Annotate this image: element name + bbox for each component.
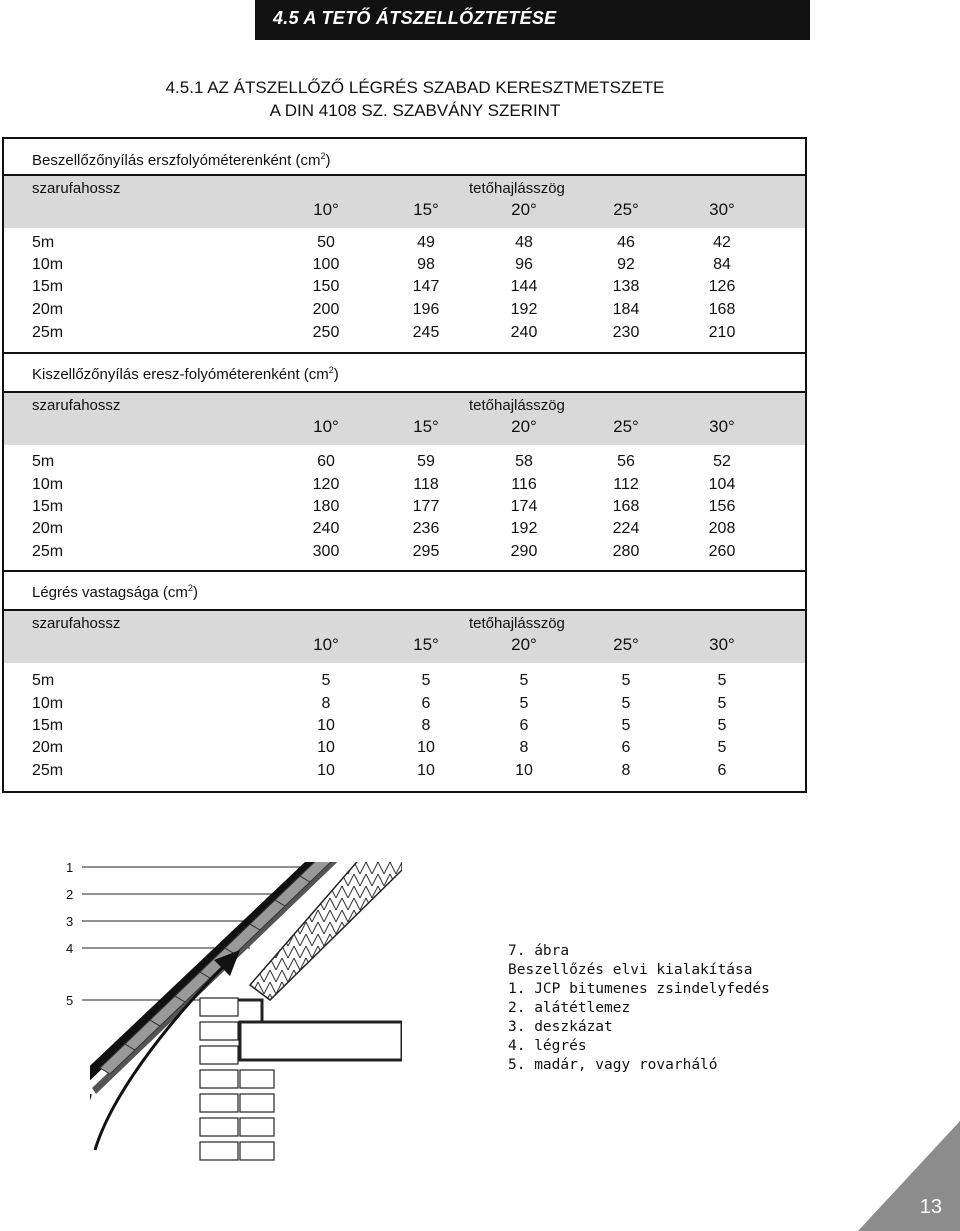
- table-cell: 5: [621, 695, 631, 712]
- table-header-band: [4, 393, 805, 445]
- angle-header: 30°: [709, 200, 735, 219]
- row-label: 20m: [32, 520, 64, 537]
- table-row: [4, 476, 805, 498]
- figure-label-1: 1: [66, 860, 74, 875]
- table-row: [4, 498, 805, 520]
- table-cell: 5: [621, 717, 631, 734]
- figure-label-4: 4: [66, 941, 74, 956]
- table-cell: 300: [312, 543, 340, 560]
- table-cell: 5: [519, 672, 529, 689]
- table-cell: 98: [417, 256, 435, 273]
- table-cell: 150: [312, 278, 340, 295]
- table-cell: 5: [421, 672, 431, 689]
- table-cell: 174: [510, 498, 538, 515]
- table-cell: 118: [413, 476, 439, 493]
- table-cell: 112: [613, 476, 639, 493]
- table-row: [4, 520, 805, 542]
- table-cell: 8: [621, 762, 631, 779]
- figure-caption-title: 7. ábra: [508, 943, 570, 959]
- page-header-title: 4.5 A TETŐ ÁTSZELLŐZTETÉSE: [273, 8, 557, 28]
- table-cell: 100: [312, 256, 340, 273]
- table-row: [4, 672, 805, 694]
- figure-label-5: 5: [66, 993, 74, 1008]
- table-section-title: [32, 583, 198, 601]
- table-row: [4, 324, 805, 346]
- table-cell: 60: [317, 453, 335, 470]
- row-label: 5m: [32, 453, 55, 470]
- row-label: 15m: [32, 278, 64, 295]
- angle-header: 25°: [613, 200, 639, 219]
- table-cell: 58: [515, 453, 533, 470]
- table-cell: 177: [412, 498, 440, 515]
- table-cell: 5: [621, 672, 631, 689]
- table-cell: 50: [317, 234, 335, 251]
- column-header-angle: tetőhajlásszög: [469, 180, 565, 197]
- divider: [4, 352, 805, 354]
- angle-header: 25°: [613, 417, 639, 436]
- figure-label-3: 3: [66, 914, 74, 929]
- table-cell: 59: [417, 453, 435, 470]
- table-cell: 5: [717, 672, 727, 689]
- angle-header: 25°: [613, 635, 639, 654]
- row-label: 25m: [32, 543, 64, 560]
- table-row: [4, 278, 805, 300]
- divider: [4, 570, 805, 572]
- table-header-band: [4, 176, 805, 228]
- table-cell: 49: [417, 234, 435, 251]
- gutter: [23, 1082, 90, 1134]
- figure-label-2: 2: [66, 887, 74, 902]
- table-cell: 92: [617, 256, 635, 273]
- table-cell: 144: [510, 278, 538, 295]
- table-cell: 56: [617, 453, 635, 470]
- column-header-angle: tetőhajlásszög: [469, 397, 565, 414]
- table-cell: 10: [417, 739, 435, 756]
- table-cell: 168: [708, 301, 736, 318]
- table-cell: 210: [708, 324, 736, 341]
- table-cell: 236: [412, 520, 440, 537]
- table-section-title: [32, 151, 330, 169]
- table-cell: 6: [519, 717, 529, 734]
- row-label: 15m: [32, 498, 64, 515]
- table-cell: 240: [510, 324, 538, 341]
- row-label: 10m: [32, 476, 64, 493]
- section-title-line2: A DIN 4108 SZ. SZABVÁNY SZERINT: [269, 101, 561, 120]
- row-label: 25m: [32, 762, 64, 779]
- table-cell: 6: [421, 695, 431, 712]
- roof-ventilation-diagram: [0, 850, 420, 1170]
- table-cell: 120: [312, 476, 340, 493]
- table-cell: 196: [412, 301, 440, 318]
- figure-caption-subtitle: Beszellőzés elvi kialakítása: [508, 962, 753, 978]
- table-cell: 250: [312, 324, 340, 341]
- table-cell: 5: [321, 672, 331, 689]
- ventilation-table: [2, 137, 807, 793]
- table-cell: 280: [612, 543, 640, 560]
- angle-header: 15°: [413, 200, 439, 219]
- table-cell: 10: [515, 762, 533, 779]
- angle-header: 10°: [313, 635, 339, 654]
- table-row: [4, 301, 805, 323]
- table-cell: 192: [510, 301, 538, 318]
- table-cell: 245: [412, 324, 440, 341]
- table-cell: 168: [612, 498, 640, 515]
- table-cell: 10: [317, 762, 335, 779]
- section-title-text: Kiszellőzőnyílás eresz-folyóméterenként (cm: [32, 366, 329, 383]
- table-cell: 200: [312, 301, 340, 318]
- table-row: [4, 739, 805, 761]
- column-header-rafter: szarufahossz: [32, 180, 121, 197]
- section-title-sup: 2: [328, 365, 334, 375]
- table-cell: 84: [713, 256, 731, 273]
- section-title-text: Légrés vastagsága (cm: [32, 584, 188, 601]
- row-label: 10m: [32, 256, 64, 273]
- figure-caption-item: 1. JCP bitumenes zsindelyfedés: [508, 981, 770, 997]
- table-cell: 184: [612, 301, 640, 318]
- table-cell: 138: [612, 278, 640, 295]
- table-cell: 260: [708, 543, 736, 560]
- table-header-band: [4, 611, 805, 663]
- figure-caption-item: 5. madár, vagy rovarháló: [508, 1057, 718, 1073]
- angle-header: 20°: [511, 417, 537, 436]
- angle-header: 30°: [709, 635, 735, 654]
- figure-caption-item: 3. deszkázat: [508, 1019, 613, 1035]
- row-label: 5m: [32, 234, 55, 251]
- table-cell: 240: [312, 520, 340, 537]
- table-cell: 208: [708, 520, 736, 537]
- table-cell: 42: [713, 234, 731, 251]
- table-row: [4, 717, 805, 739]
- section-title-sup: 2: [320, 151, 326, 161]
- table-section-title: [32, 365, 339, 383]
- table-cell: 5: [717, 717, 727, 734]
- section-title-end: ): [192, 584, 198, 601]
- figure-caption-item: 2. alátétlemez: [508, 1000, 631, 1016]
- table-cell: 290: [510, 543, 538, 560]
- table-row: [4, 453, 805, 475]
- table-cell: 156: [708, 498, 736, 515]
- row-label: 20m: [32, 739, 64, 756]
- angle-header: 20°: [511, 200, 537, 219]
- column-header-angle: tetőhajlásszög: [469, 615, 565, 632]
- table-cell: 5: [717, 739, 727, 756]
- row-label: 15m: [32, 717, 64, 734]
- table-cell: 192: [510, 520, 538, 537]
- table-cell: 126: [708, 278, 736, 295]
- ceiling-slab: [240, 1022, 402, 1060]
- table-cell: 6: [621, 739, 631, 756]
- table-cell: 295: [412, 543, 440, 560]
- table-cell: 46: [617, 234, 635, 251]
- angle-header: 20°: [511, 635, 537, 654]
- figure-caption-item: 4. légrés: [508, 1038, 587, 1054]
- section-title-end: ): [325, 152, 331, 169]
- row-label: 20m: [32, 301, 64, 318]
- table-cell: 10: [317, 739, 335, 756]
- section-title-sup: 2: [187, 583, 193, 593]
- column-header-rafter: szarufahossz: [32, 615, 121, 632]
- table-cell: 5: [519, 695, 529, 712]
- angle-header: 30°: [709, 417, 735, 436]
- table-cell: 10: [317, 717, 335, 734]
- table-row: [4, 234, 805, 256]
- table-row: [4, 695, 805, 717]
- column-header-rafter: szarufahossz: [32, 397, 121, 414]
- figure-caption: [508, 942, 770, 1075]
- page-number: 13: [919, 1196, 942, 1218]
- table-cell: 10: [417, 762, 435, 779]
- angle-header: 10°: [313, 417, 339, 436]
- table-cell: 5: [717, 695, 727, 712]
- section-title-text: Beszellőzőnyílás erszfolyóméterenként (cm: [32, 152, 321, 169]
- angle-header: 15°: [413, 417, 439, 436]
- table-cell: 116: [511, 476, 537, 493]
- table-row: [4, 256, 805, 278]
- angle-header: 15°: [413, 635, 439, 654]
- table-cell: 8: [321, 695, 331, 712]
- row-label: 10m: [32, 695, 64, 712]
- table-cell: 224: [612, 520, 640, 537]
- table-cell: 52: [713, 453, 731, 470]
- table-cell: 230: [612, 324, 640, 341]
- section-title-end: ): [333, 366, 339, 383]
- table-row: [4, 543, 805, 565]
- table-cell: 180: [312, 498, 340, 515]
- row-label: 5m: [32, 672, 55, 689]
- table-cell: 48: [515, 234, 533, 251]
- row-label: 25m: [32, 324, 64, 341]
- table-cell: 147: [412, 278, 440, 295]
- angle-header: 10°: [313, 200, 339, 219]
- table-cell: 6: [717, 762, 727, 779]
- table-cell: 96: [515, 256, 533, 273]
- header-bar: [255, 0, 810, 40]
- table-cell: 8: [421, 717, 431, 734]
- table-cell: 8: [519, 739, 529, 756]
- table-cell: 104: [708, 476, 736, 493]
- table-row: [4, 762, 805, 784]
- section-title-line1: 4.5.1 AZ ÁTSZELLŐZŐ LÉGRÉS SZABAD KERESZTMETSZETE: [165, 78, 665, 97]
